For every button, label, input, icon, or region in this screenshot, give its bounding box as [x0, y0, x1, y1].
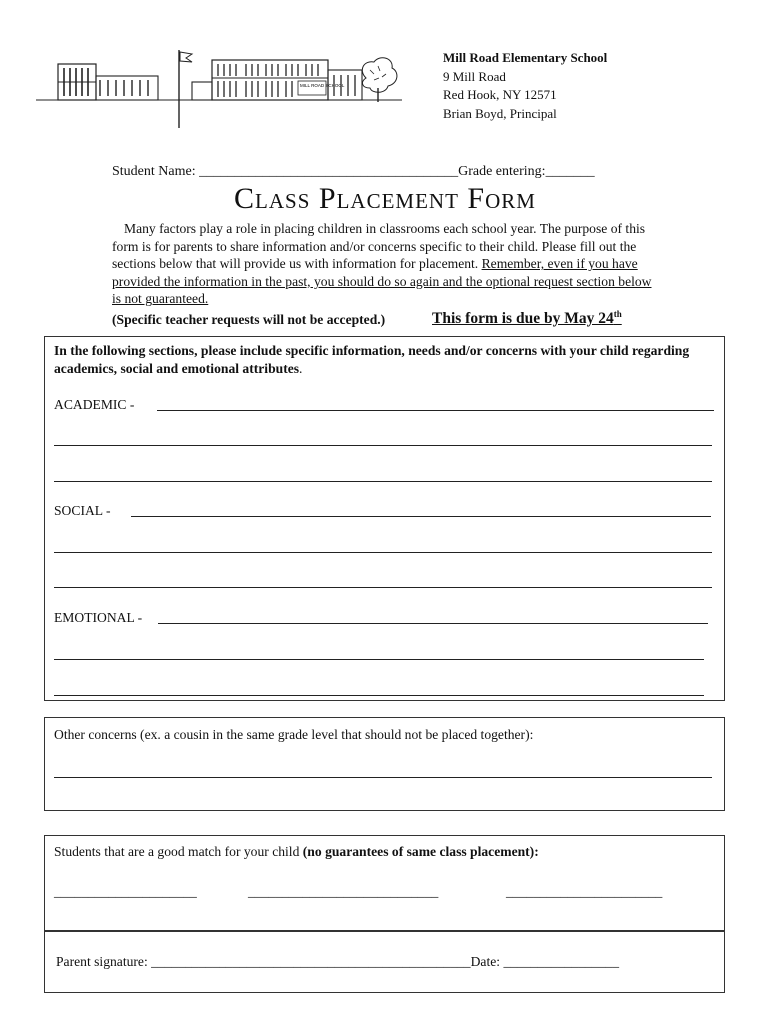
teacher-request-note: (Specific teacher requests will not be accepted.) — [112, 312, 386, 327]
school-building-illustration — [36, 48, 402, 134]
school-address-line2: Red Hook, NY 12571 — [443, 87, 557, 102]
grade-entering-field[interactable]: _______ — [545, 164, 595, 179]
good-match-field-2[interactable]: ____________________________ — [248, 884, 439, 899]
emotional-label: EMOTIONAL - — [54, 610, 143, 625]
school-principal: Brian Boyd, Principal — [443, 105, 557, 121]
good-match-field-1[interactable]: _____________________ — [54, 884, 197, 899]
other-concerns-line[interactable] — [54, 777, 712, 778]
other-concerns-label: Other concerns (ex. a cousin in the same grade level that should not be placed together): — [54, 727, 534, 742]
good-match-label-text: Students that are a good match for your child — [54, 844, 303, 859]
academic-line-1[interactable] — [157, 410, 714, 411]
attributes-instructions-text: In the following sections, please include specific information, needs and/or concerns with your child regarding academics, social and emotional attributes — [54, 343, 690, 376]
attributes-instructions — [54, 342, 714, 378]
school-address-line1: 9 Mill Road — [443, 68, 506, 84]
date-label: Date: — [470, 954, 504, 969]
attributes-section — [44, 336, 725, 701]
student-line — [112, 164, 595, 180]
signature-line — [56, 954, 619, 970]
student-name-label: Student Name: — [112, 164, 200, 179]
student-name-field[interactable]: _____________________________________ — [199, 164, 459, 179]
date-field[interactable]: _________________ — [503, 954, 619, 969]
academic-line-3[interactable] — [54, 481, 712, 482]
attributes-instructions-end: . — [299, 361, 303, 376]
academic-line-2[interactable] — [54, 445, 712, 446]
emotional-line-2[interactable] — [54, 659, 704, 660]
social-line-3[interactable] — [54, 587, 712, 588]
due-date-notice — [432, 309, 622, 328]
good-match-label-bold: (no guarantees of same class placement): — [302, 844, 539, 859]
emotional-line-3[interactable] — [54, 695, 704, 696]
social-label: SOCIAL - — [54, 503, 111, 518]
grade-entering-label: Grade entering: — [458, 164, 546, 179]
parent-signature-field[interactable]: _______________________________________________ — [151, 954, 471, 969]
due-date-text: This form is due by May 24 — [432, 310, 614, 328]
school-info — [443, 49, 607, 123]
intro-text: Many factors play a role in placing children in classrooms each school year. The purpose of this form is for parents to share information and/or concerns specific to their child. Please fill out the sections below that will provide us with information for placement. — [112, 221, 646, 272]
parent-signature-label: Parent signature: — [56, 954, 152, 969]
school-name: Mill Road Elementary School — [443, 50, 608, 65]
intro-paragraph — [112, 220, 657, 308]
social-line-1[interactable] — [131, 516, 711, 517]
good-match-field-3[interactable]: _______________________ — [506, 884, 663, 899]
emotional-line-1[interactable] — [158, 623, 708, 624]
school-sign-text: MILL ROAD SCHOOL — [300, 83, 345, 88]
due-date-suffix: th — [613, 309, 622, 319]
intro-underlined-text: Remember, even if you have provided the information in the past, you should do so again and the optional request section below is not guaranteed. — [112, 256, 652, 307]
academic-label: ACADEMIC - — [54, 397, 135, 412]
social-line-2[interactable] — [54, 552, 712, 553]
good-match-label — [54, 844, 539, 860]
form-title: Class Placement Form — [234, 182, 536, 215]
